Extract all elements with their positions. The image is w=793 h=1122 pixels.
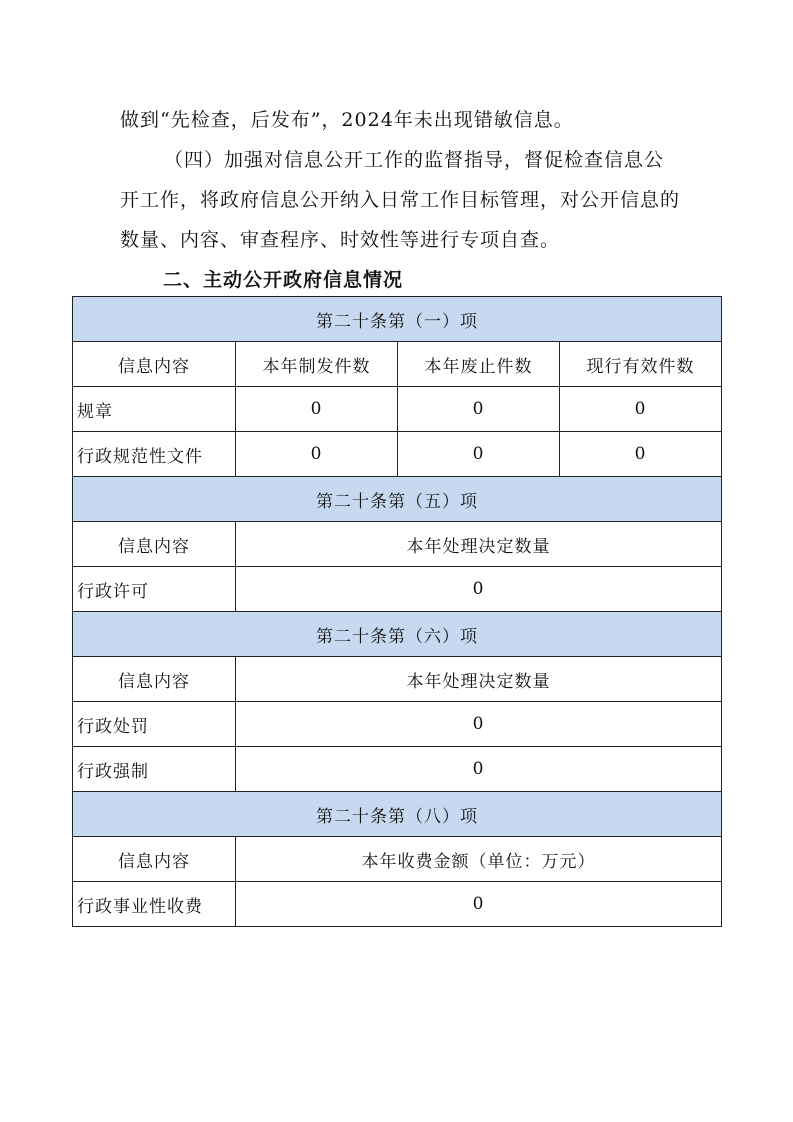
table-row xyxy=(73,567,722,612)
header-row xyxy=(73,342,722,387)
paragraph-section-four: （四）加强对信息公开工作的监督指导，督促检查信息公开工作，将政府信息公开纳入日常工作目标管理，对公开信息的数量、内容、审查程序、时效性等进行专项自查。 xyxy=(120,149,681,251)
row-label: 行政处罚 xyxy=(73,702,236,747)
header-cell: 本年制发件数 xyxy=(236,342,398,387)
section-row xyxy=(73,612,722,657)
row-value: 0 xyxy=(236,747,722,792)
section-row xyxy=(73,297,722,342)
row-value: 0 xyxy=(236,432,398,477)
section-heading: 二、主动公开政府信息情况 xyxy=(163,269,404,291)
row-label: 行政强制 xyxy=(73,747,236,792)
section-title: 第二十条第（一）项 xyxy=(73,297,722,342)
row-label: 行政规范性文件 xyxy=(73,432,236,477)
row-value: 0 xyxy=(560,387,722,432)
header-row xyxy=(73,657,722,702)
header-cell: 信息内容 xyxy=(73,837,236,882)
row-value: 0 xyxy=(236,882,722,927)
header-cell: 信息内容 xyxy=(73,522,236,567)
row-value: 0 xyxy=(398,432,560,477)
header-row xyxy=(73,837,722,882)
row-value: 0 xyxy=(236,567,722,612)
section-title: 第二十条第（五）项 xyxy=(73,477,722,522)
table-row xyxy=(73,702,722,747)
row-value: 0 xyxy=(560,432,722,477)
row-value: 0 xyxy=(236,702,722,747)
row-label: 行政事业性收费 xyxy=(73,882,236,927)
info-table xyxy=(72,296,722,927)
header-row xyxy=(73,522,722,567)
table-row xyxy=(73,882,722,927)
row-label: 规章 xyxy=(73,387,236,432)
paragraph-line-1: 做到“先检查，后发布”，2024年未出现错敏信息。 xyxy=(120,109,574,131)
section-title: 第二十条第（六）项 xyxy=(73,612,722,657)
table-row xyxy=(73,387,722,432)
header-cell: 信息内容 xyxy=(73,657,236,702)
header-cell: 现行有效件数 xyxy=(560,342,722,387)
table-row xyxy=(73,432,722,477)
header-cell: 本年处理决定数量 xyxy=(236,657,722,702)
section-row xyxy=(73,792,722,837)
header-cell: 本年收费金额（单位：万元） xyxy=(236,837,722,882)
header-cell: 信息内容 xyxy=(73,342,236,387)
row-label: 行政许可 xyxy=(73,567,236,612)
header-cell: 本年废止件数 xyxy=(398,342,560,387)
header-cell: 本年处理决定数量 xyxy=(236,522,722,567)
row-value: 0 xyxy=(398,387,560,432)
table-row xyxy=(73,747,722,792)
section-row xyxy=(73,477,722,522)
section-title: 第二十条第（八）项 xyxy=(73,792,722,837)
row-value: 0 xyxy=(236,387,398,432)
